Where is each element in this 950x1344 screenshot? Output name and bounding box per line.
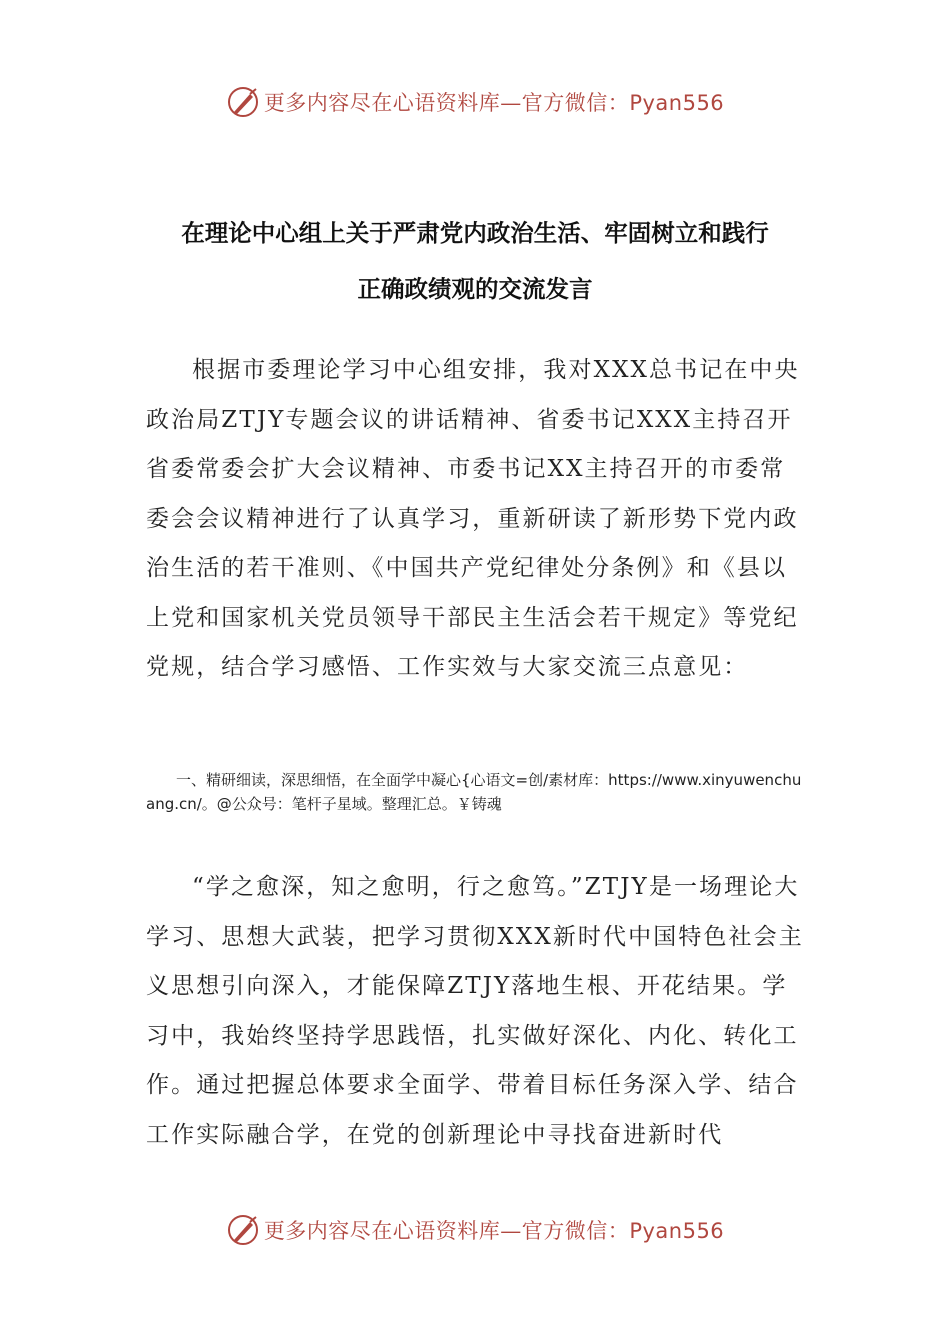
title-line-2: 正确政绩观的交流发言 (357, 275, 593, 303)
footer-watermark-banner (0, 1210, 950, 1250)
section-1-heading: 一、精研细读，深思细悟，在全面学中凝心{心语文=创/素材库：https://www.xinyuwenchuang.cn/。@公众号：笔杆子星域。整理汇总。￥铸魂 (146, 771, 802, 813)
header-watermark-banner (0, 82, 950, 122)
quill-logo-icon (226, 1213, 260, 1247)
header-banner-text: 更多内容尽在心语资料库—官方微信：Pyan556 (263, 91, 725, 115)
body-paragraph-2: “学之愈深，知之愈明，行之愈笃。”ZTJY是一场理论大学习、思想大武装，把学习贯彻XXX新时代中国特色社会主义思想引向深入，才能保障ZTJY落地生根、开花结果。学习中，我始终坚持学思践悟，扎实做好深化、内化、转化工作。通过把握总体要求全面学、带着目标任务深入学、结合工作实际融合学，在党的创新理论中寻找奋进新时代 (146, 874, 804, 1148)
body-paragraph-1: 根据市委理论学习中心组安排，我对XXX总书记在中央政治局ZTJY专题会议的讲话精神、省委书记XXX主持召开省委常委会扩大会议精神、市委书记XX主持召开的市委常委会会议精神进行了认真学习，重新研读了新形势下党内政治生活的若干准则、《中国共产党纪律处分条例》和《县以上党和国家机关党员领导干部民主生活会若干规定》等党纪党规，结合学习感悟、工作实效与大家交流三点意见： (146, 357, 800, 680)
title-line-1: 在理论中心组上关于严肃党内政治生活、牢固树立和践行 (181, 219, 769, 247)
footer-banner-text: 更多内容尽在心语资料库—官方微信：Pyan556 (263, 1219, 725, 1243)
document-title (60, 205, 890, 317)
quill-logo-icon (226, 85, 260, 119)
